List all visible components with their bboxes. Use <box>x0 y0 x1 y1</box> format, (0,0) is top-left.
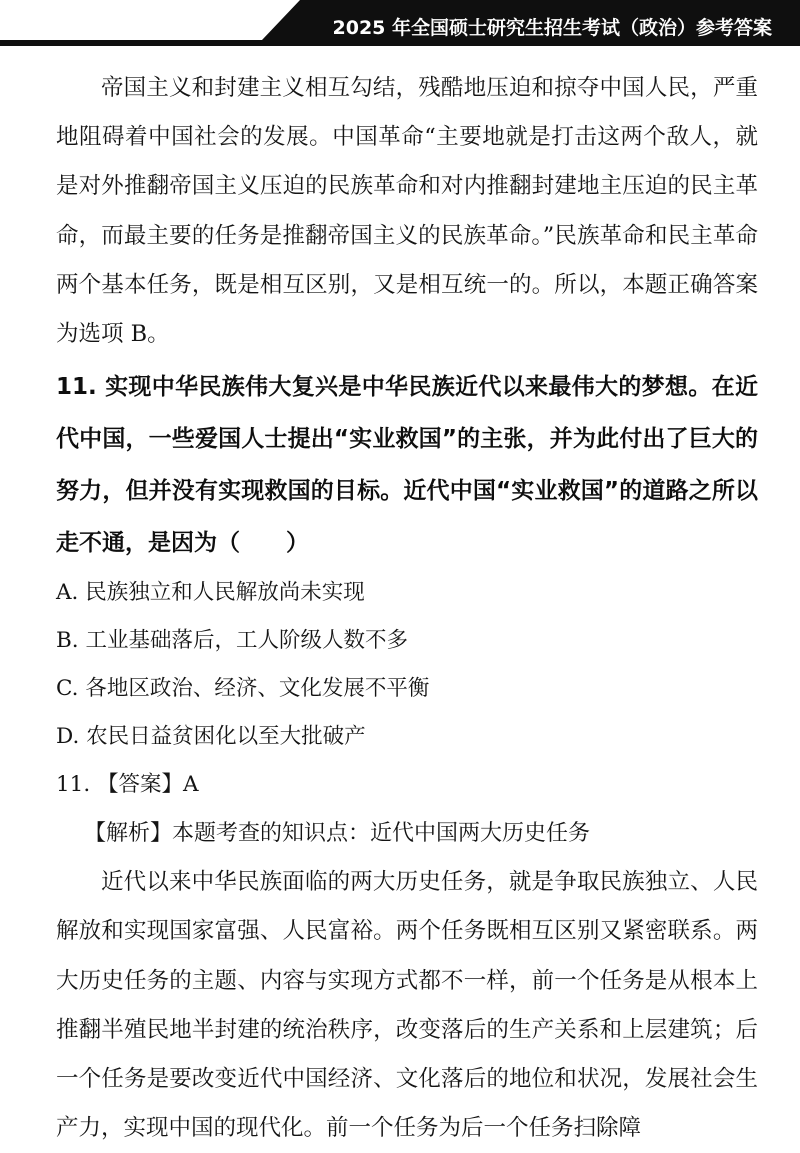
header-title: 2025 年全国硕士研究生招生考试（政治）参考答案 <box>332 17 772 39</box>
answer-line: 11. 【答案】A <box>56 772 199 798</box>
question-stem: 11. 实现中华民族伟大复兴是中华民族近代以来最伟大的梦想。在近代中国，一些爱国人士提出“实业救国”的主张，并为此付出了巨大的努力，但并没有实现救国的目标。近代中国“实业救国”的道路之所以走不通，是因为（ ） <box>56 374 758 557</box>
option-a: A. 民族独立和人民解放尚未实现 <box>56 580 365 606</box>
analysis-heading: 【解析】本题考查的知识点：近代中国两大历史任务 <box>84 821 591 847</box>
option-b: B. 工业基础落后，工人阶级人数不多 <box>56 628 408 654</box>
option-d: D. 农民日益贫困化以至大批破产 <box>56 724 366 750</box>
option-c: C. 各地区政治、经济、文化发展不平衡 <box>56 676 430 702</box>
intro-paragraph: 帝国主义和封建主义相互勾结，残酷地压迫和掠夺中国人民，严重地阻碍着中国社会的发展。中国革命“主要地就是打击这两个敌人，就是对外推翻帝国主义压迫的民族革命和对内推翻封建地主压迫的民主革命，而最主要的任务是推翻帝国主义的民族革命。”民族革命和民主革命两个基本任务，既是相互区别，又是相互统一的。所以，本题正确答案为选项 B。 <box>56 75 758 348</box>
explanation-paragraph: 近代以来中华民族面临的两大历史任务，就是争取民族独立、人民解放和实现国家富强、人民富裕。两个任务既相互区别又紧密联系。两大历史任务的主题、内容与实现方式都不一样，前一个任务是从根本上推翻半殖民地半封建的统治秩序，改变落后的生产关系和上层建筑；后一个任务是要改变近代中国经济、文化落后的地位和状况，发展社会生产力，实现中国的现代化。前一个任务为后一个任务扫除障 <box>56 869 758 1142</box>
header-bar <box>0 0 800 46</box>
page-content <box>56 64 758 1153</box>
